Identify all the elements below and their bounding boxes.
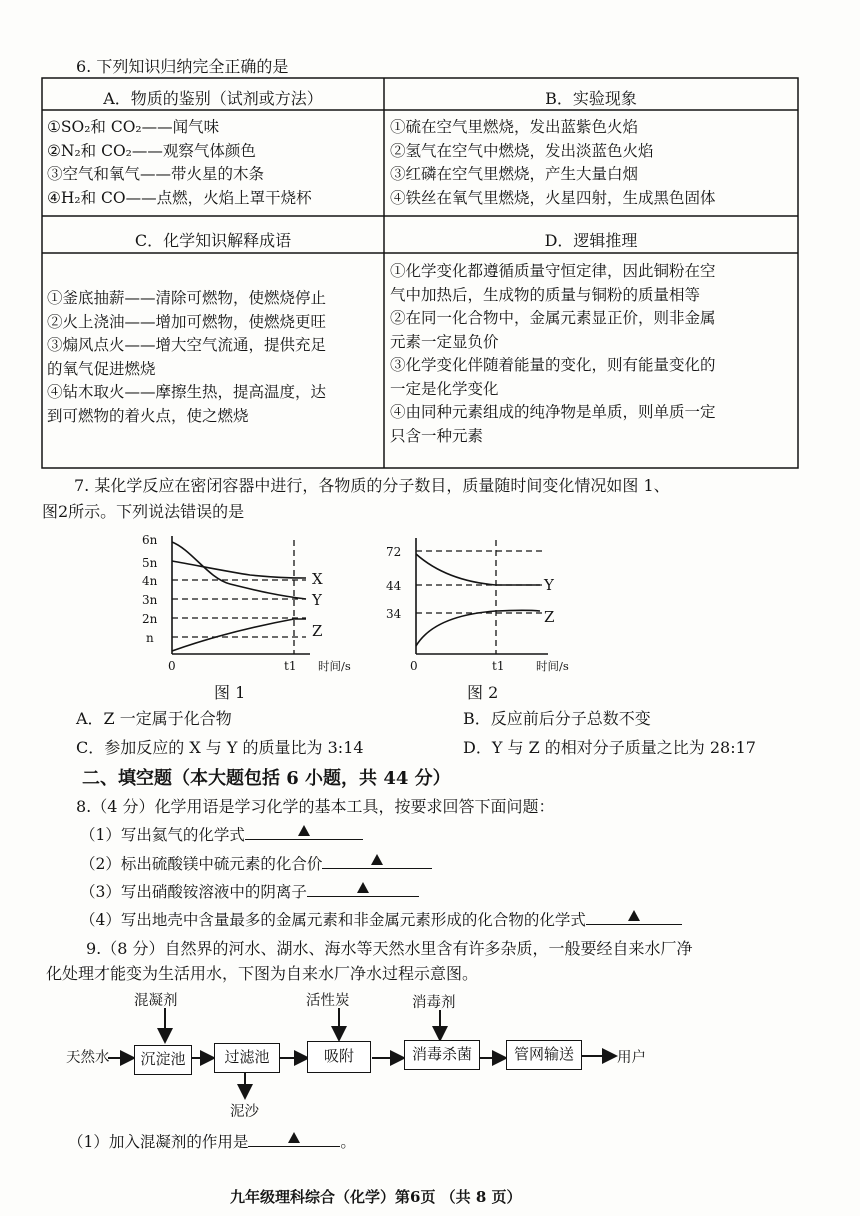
fig1-ytick: 6n <box>142 533 158 547</box>
q6-d-head: D．逻辑推理 <box>544 231 638 250</box>
fig1-curve-y <box>172 542 306 599</box>
q6-c-head: C．化学知识解释成语 <box>134 231 292 250</box>
q7-stem-1: 7. 某化学反应在密闭容器中进行，各物质的分子数目，质量随时间变化情况如图 1、 <box>74 476 670 495</box>
q6-c-line: 到可燃物的着火点，使之燃烧 <box>47 406 249 425</box>
q6-a-head: A．物质的鉴别（试剂或方法） <box>103 89 323 108</box>
q6-c-line: ①釜底抽薪——清除可燃物，使燃烧停止 <box>47 289 327 307</box>
q8-item-1-text: （1）写出氦气的化学式 <box>80 826 245 844</box>
q8-item-4 <box>80 908 682 930</box>
fig1-caption: 图 1 <box>214 683 246 702</box>
fig2-ytick: 72 <box>386 545 402 559</box>
fig1-ytick: 4n <box>142 574 158 588</box>
flow-box-filtration: 过滤池 <box>214 1043 280 1073</box>
q8-blank-1[interactable] <box>245 823 363 840</box>
triangle-icon <box>288 1132 300 1143</box>
flow-add-activated-carbon: 活性炭 <box>306 993 350 1009</box>
triangle-icon <box>357 882 369 893</box>
q8-blank-4[interactable] <box>586 908 682 925</box>
q6-b-head: B．实验现象 <box>545 89 637 108</box>
q6-b-line: ②氢气在空气中燃烧，发出淡蓝色火焰 <box>390 141 654 160</box>
q6-b-line: ①硫在空气里燃烧，发出蓝紫色火焰 <box>390 118 639 136</box>
q9-sub-1-end: 。 <box>340 1133 356 1151</box>
flow-input-label: 天然水 <box>66 1050 110 1066</box>
q6-d-line: ②在同一化合物中，金属元素显正价，则非金属 <box>390 309 716 327</box>
flow-box-pipeline: 管网输送 <box>506 1040 582 1070</box>
flow-box-sedimentation: 沉淀池 <box>134 1045 192 1075</box>
fig1-ytick: 2n <box>142 612 158 626</box>
flow-output-label: 用户 <box>617 1050 646 1066</box>
fig1-curve-x <box>172 561 306 578</box>
fig2-t1: t1 <box>492 659 505 673</box>
fig1-label-z: Z <box>312 622 323 640</box>
q6-a-body <box>47 116 312 210</box>
fig2-ytick: 34 <box>386 607 402 621</box>
q6-a-line: ③空气和氧气——带火星的木条 <box>47 165 265 183</box>
q6-d-line: 气中加热后，生成物的质量与铜粉的质量相等 <box>390 285 701 304</box>
flow-waste-label: 泥沙 <box>230 1104 259 1120</box>
q6-c-line: ④钻木取火——摩擦生热，提高温度，达 <box>47 383 327 401</box>
q6-d-body <box>390 260 716 448</box>
fig1-label-x: X <box>312 570 323 588</box>
q6-d-line: 只含一种元素 <box>390 426 484 445</box>
q9-sub-1 <box>68 1130 356 1152</box>
q6-c-body <box>47 287 326 428</box>
q9-stem-2: 化处理才能变为生活用水，下图为自来水厂净水过程示意图。 <box>46 964 479 983</box>
q9-sub-1-text: （1）加入混凝剂的作用是 <box>68 1133 249 1151</box>
q7-stem-2: 图2所示。下列说法错误的是 <box>42 502 245 521</box>
fig1-t1: t1 <box>284 659 297 673</box>
triangle-icon <box>371 854 383 865</box>
q8-item-4-text: （4）写出地壳中含量最多的金属元素和非金属元素形成的化合物的化学式 <box>80 911 586 929</box>
q6-a-line: ②N₂和 CO₂——观察气体颜色 <box>47 141 256 160</box>
q6-b-line: ③红磷在空气里燃烧，产生大量白烟 <box>390 165 639 183</box>
fig2-label-y: Y <box>544 576 554 594</box>
q7-option-b: B．反应前后分子总数不变 <box>463 709 651 728</box>
q8-item-2-text: （2）标出硫酸镁中硫元素的化合价 <box>80 855 323 873</box>
fig1-curve-z <box>172 619 306 651</box>
q6-stem: 6. 下列知识归纳完全正确的是 <box>76 57 289 76</box>
q8-item-3 <box>80 880 419 902</box>
fig2-curve-z <box>416 610 540 646</box>
fig2-caption: 图 2 <box>467 683 499 702</box>
fig1-ytick: n <box>146 631 154 645</box>
figure-2 <box>372 530 612 680</box>
q7-option-c: C．参加反应的 X 与 Y 的质量比为 3:14 <box>76 738 364 757</box>
q6-a-line: ④H₂和 CO——点燃，火焰上罩干烧杯 <box>47 188 312 207</box>
fig1-ytick: 3n <box>142 593 158 607</box>
q9-stem-1: 9.（8 分）自然界的河水、湖水、海水等天然水里含有许多杂质，一般要经自来水厂净 <box>86 939 693 958</box>
q6-c-line: ③煽风点火——增大空气流通，提供充足 <box>47 336 327 354</box>
flow-box-disinfection: 消毒杀菌 <box>404 1040 480 1070</box>
q6-c-line: 的氧气促进燃烧 <box>47 359 156 378</box>
figure-1 <box>130 530 370 680</box>
q6-d-line: ③化学变化伴随着能量的变化，则有能量变化的 <box>390 356 716 374</box>
fig2-curve-y <box>416 554 540 585</box>
page-footer: 九年级理科综合（化学）第6页 （共 8 页） <box>230 1188 522 1206</box>
q8-item-2 <box>80 852 432 874</box>
q6-c-line: ②火上浇油——增加可燃物，使燃烧更旺 <box>47 312 327 331</box>
q6-a-line: ①SO₂和 CO₂——闻气味 <box>47 118 220 136</box>
fig1-ytick: 5n <box>142 556 158 570</box>
fig1-label-y: Y <box>312 591 322 609</box>
q9-blank-1[interactable] <box>248 1130 340 1147</box>
q7-option-d: D．Y 与 Z 的相对分子质量之比为 28:17 <box>463 738 756 757</box>
q6-b-line: ④铁丝在氧气里燃烧，火星四射，生成黑色固体 <box>390 188 716 207</box>
q8-item-1 <box>80 823 363 845</box>
q6-b-body <box>390 116 716 210</box>
fig1-xlabel: 时间/s <box>318 659 351 673</box>
q6-d-line: ①化学变化都遵循质量守恒定律，因此铜粉在空 <box>390 262 716 280</box>
triangle-icon <box>298 825 310 836</box>
fig1-origin: 0 <box>168 659 176 673</box>
flow-add-disinfectant: 消毒剂 <box>412 995 456 1011</box>
q8-blank-3[interactable] <box>307 880 419 897</box>
q6-d-line: 元素一定显负价 <box>390 332 499 351</box>
fig2-label-z: Z <box>544 608 555 626</box>
q8-blank-2[interactable] <box>322 852 432 869</box>
q6-d-line: ④由同种元素组成的纯净物是单质，则单质一定 <box>390 403 716 421</box>
q6-d-line: 一定是化学变化 <box>390 379 499 398</box>
q7-option-a: A．Z 一定属于化合物 <box>76 709 232 728</box>
fig2-ytick: 44 <box>386 579 402 593</box>
q8-item-3-text: （3）写出硝酸铵溶液中的阴离子 <box>80 883 307 901</box>
fig2-origin: 0 <box>410 659 418 673</box>
flow-box-adsorption: 吸附 <box>307 1041 371 1073</box>
flow-add-coagulant: 混凝剂 <box>134 993 178 1009</box>
fig2-xlabel: 时间/s <box>536 659 569 673</box>
q8-stem: 8.（4 分）化学用语是学习化学的基本工具，按要求回答下面问题： <box>76 797 555 816</box>
section-2-title: 二、填空题（本大题包括 6 小题，共 44 分） <box>82 768 451 789</box>
triangle-icon <box>628 910 640 921</box>
